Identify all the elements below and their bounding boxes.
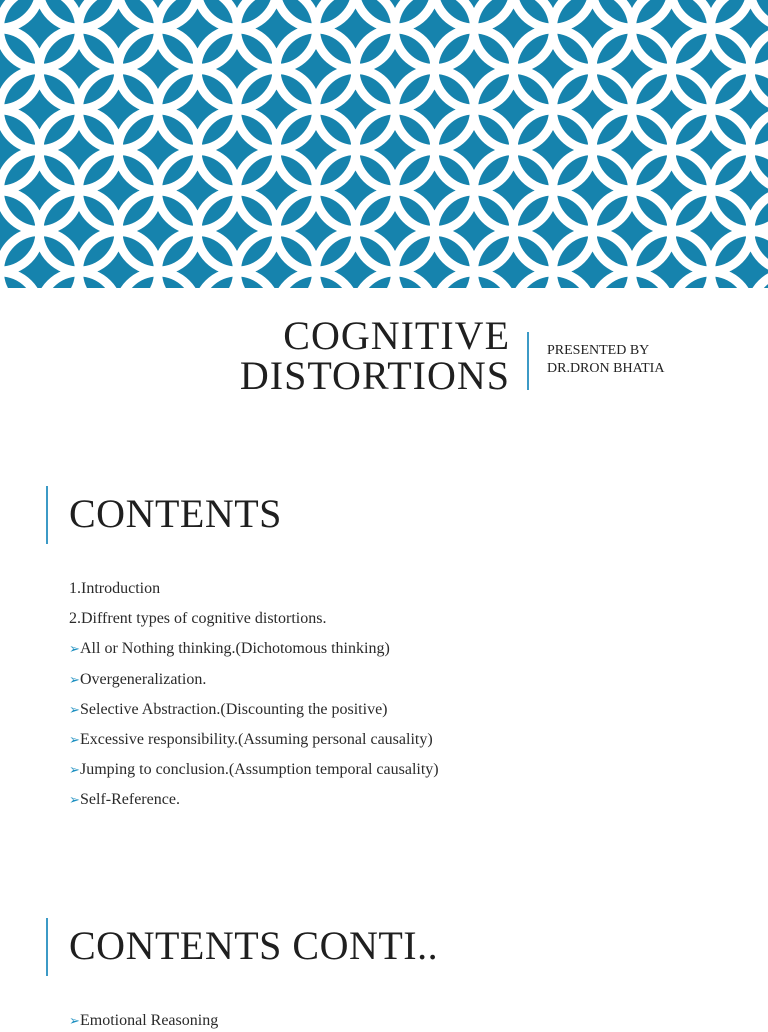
list-item-text: Overgeneralization. — [80, 670, 207, 688]
list-item — [69, 1010, 218, 1032]
list-item-text: Excessive responsibility.(Assuming personal causality) — [80, 730, 433, 748]
list-item-text: Jumping to conclusion.(Assumption temporal causality) — [80, 761, 439, 779]
title-divider — [527, 332, 529, 390]
list-item — [69, 699, 439, 729]
arrow-bullet-icon: ➢ — [69, 731, 80, 747]
list-item-text: 2.Diffrent types of cognitive distortions. — [69, 610, 327, 628]
arrow-bullet-icon: ➢ — [69, 1013, 80, 1028]
contents-conti-list — [69, 1010, 218, 1032]
list-item-text: Emotional Reasoning — [80, 1012, 219, 1029]
contents-list — [69, 578, 439, 820]
contents-conti-heading: CONTENTS CONTI.. — [69, 923, 439, 968]
list-item — [69, 789, 439, 819]
list-item-text: Selective Abstraction.(Discounting the positive) — [80, 700, 388, 718]
list-item-text: Self-Reference. — [80, 791, 180, 809]
list-item — [69, 638, 439, 668]
decorative-pattern-banner — [0, 0, 768, 288]
arrow-bullet-icon: ➢ — [69, 641, 80, 657]
list-item-text: 1.Introduction — [69, 580, 161, 597]
presented-by-label: PRESENTED BY — [547, 343, 650, 358]
arrow-bullet-icon: ➢ — [69, 701, 80, 717]
list-item — [69, 759, 439, 789]
list-item — [69, 729, 439, 759]
arrow-bullet-icon: ➢ — [69, 792, 80, 808]
arrow-bullet-icon: ➢ — [69, 762, 80, 778]
contents-accent-bar — [46, 486, 48, 544]
list-item — [69, 669, 439, 699]
interlocking-circles-pattern — [0, 0, 768, 288]
title-line-1: COGNITIVE — [283, 313, 510, 358]
contents-heading: CONTENTS — [69, 491, 282, 536]
presenter-name: DR.DRON BHATIA — [547, 361, 665, 376]
presentation-title — [239, 313, 510, 398]
arrow-bullet-icon: ➢ — [69, 671, 80, 687]
list-item-text: All or Nothing thinking.(Dichotomous thinking) — [80, 640, 390, 658]
contents-conti-accent-bar — [46, 918, 48, 976]
list-item — [69, 578, 439, 608]
title-line-2: DISTORTIONS — [239, 353, 510, 398]
list-item — [69, 608, 439, 638]
presenter-info — [547, 342, 664, 378]
